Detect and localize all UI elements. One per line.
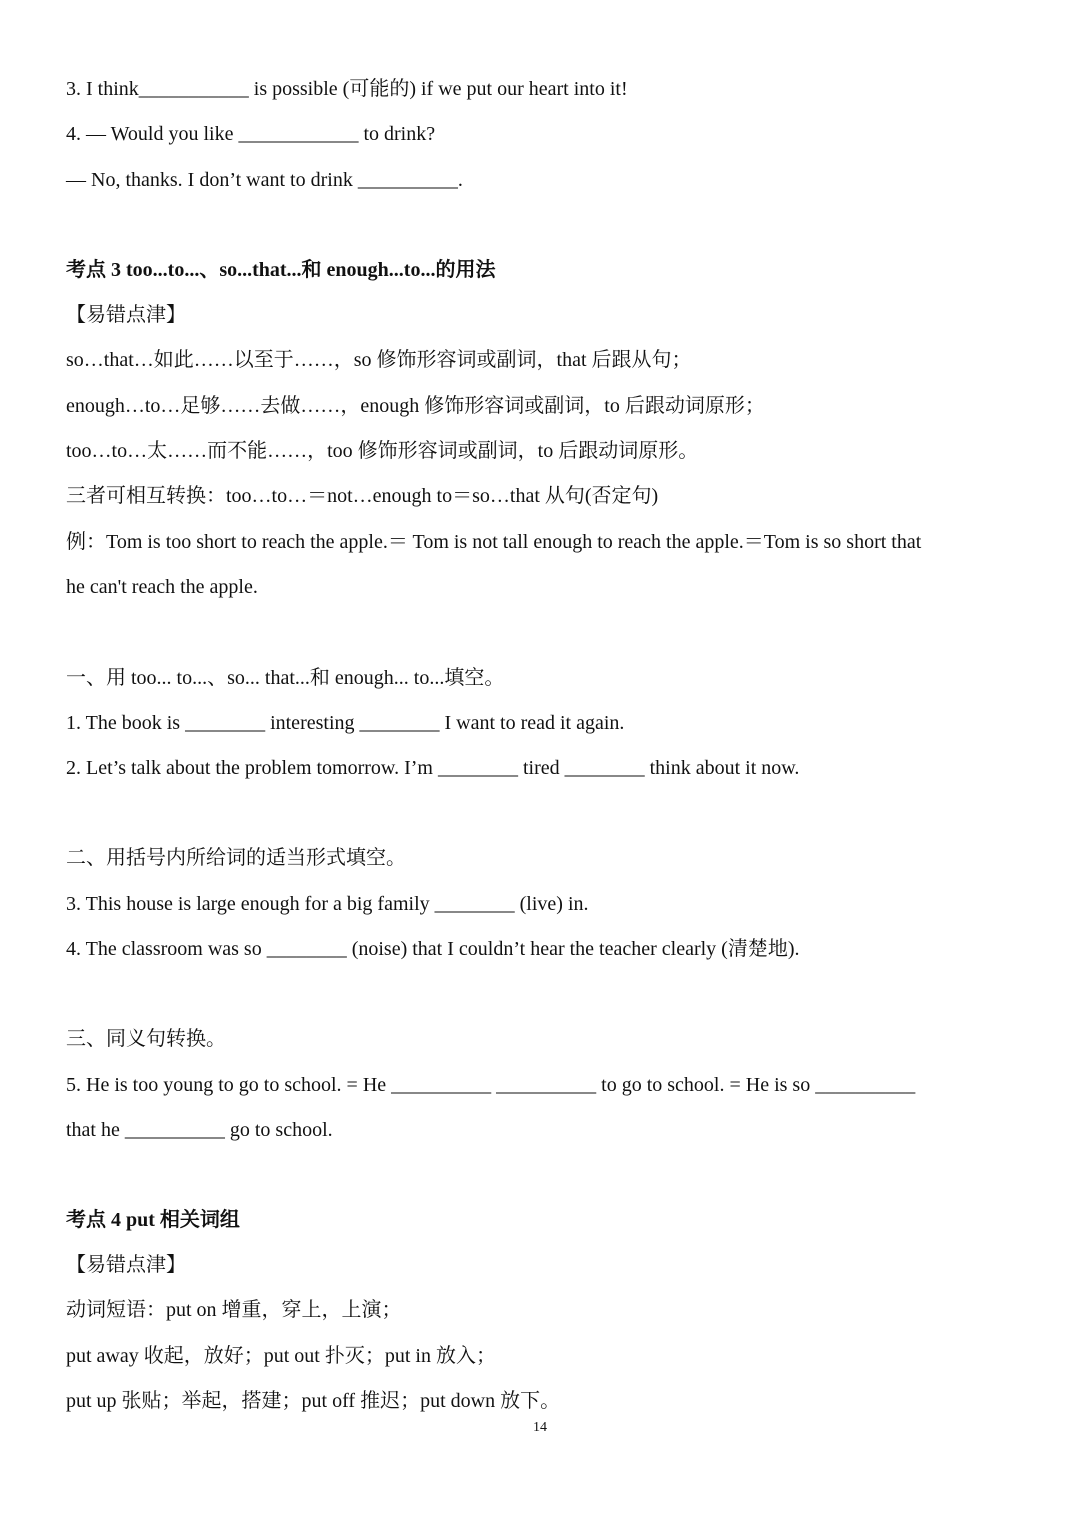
exercise-line-4-reply: — No, thanks. I don’t want to drink __________. [66, 169, 463, 191]
question-2: 2. Let’s talk about the problem tomorrow. I’m ________ tired ________ think about it now. [66, 757, 800, 779]
page-number: 14 [533, 1420, 547, 1435]
phrase-line-2: put away 收起，放好；put out 扑灭；put in 放入； [66, 1345, 496, 1367]
section-heading-4: 考点 4 put 相关词组 [66, 1209, 240, 1231]
exercise-section-1: 一、用 too... to...、so... that...和 enough... to...填空。 [66, 667, 505, 689]
question-5-cont: that he __________ go to school. [66, 1119, 333, 1141]
question-4: 4. The classroom was so ________ (noise) that I couldn’t hear the teacher clearly (清楚地). [66, 938, 800, 960]
exercise-line-4: 4. — Would you like ____________ to drink? [66, 123, 436, 145]
exercise-section-2: 二、用括号内所给词的适当形式填空。 [66, 847, 406, 869]
example-line-cont: he can't reach the apple. [66, 576, 258, 598]
note-line-enough-to: enough…to…足够……去做……，enough 修饰形容词或副词，to 后跟动词原形； [66, 395, 765, 417]
phrase-line-1: 动词短语：put on 增重，穿上，上演； [66, 1299, 402, 1321]
question-1: 1. The book is ________ interesting ________ I want to read it again. [66, 712, 625, 734]
tip-label-4: 【易错点津】 [66, 1254, 186, 1276]
tip-label-3: 【易错点津】 [66, 304, 186, 326]
section-heading-3: 考点 3 too...to...、so...that...和 enough...to...的用法 [66, 259, 496, 281]
exercise-section-3: 三、同义句转换。 [66, 1028, 226, 1050]
note-line-so-that: so…that…如此……以至于……，so 修饰形容词或副词，that 后跟从句； [66, 349, 692, 371]
question-5: 5. He is too young to go to school. = He __________ __________ to go to school. = He is so __________ [66, 1074, 916, 1096]
question-3: 3. This house is large enough for a big family ________ (live) in. [66, 893, 589, 915]
phrase-line-3: put up 张贴；举起，搭建；put off 推迟；put down 放下。 [66, 1390, 561, 1412]
note-line-conversion: 三者可相互转换：too…to…＝not…enough to＝so…that 从句(否定句) [66, 485, 659, 507]
exercise-line-3: 3. I think___________ is possible (可能的) if we put our heart into it! [66, 78, 628, 100]
example-line: 例：Tom is too short to reach the apple.＝ Tom is not tall enough to reach the apple.＝Tom is so short that [66, 531, 922, 553]
note-line-too-to: too…to…太……而不能……，too 修饰形容词或副词，to 后跟动词原形。 [66, 440, 699, 462]
